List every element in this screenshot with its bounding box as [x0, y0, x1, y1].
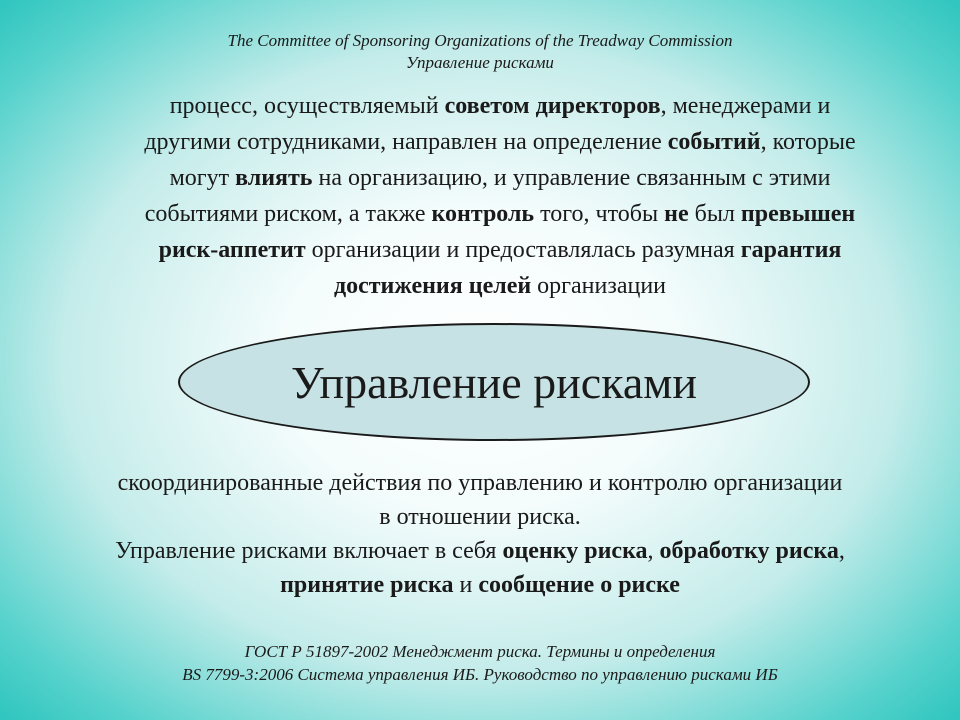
definition-line: [56, 196, 944, 232]
header-org: The Committee of Sponsoring Organizations of the Treadway Commission: [227, 31, 733, 50]
text-segment: Управление рисками включает в себя: [115, 538, 503, 564]
bold-term: превышен: [740, 201, 856, 227]
bold-term: контроль: [431, 201, 535, 227]
bold-term: советом директоров: [444, 93, 661, 119]
text-segment: событиями риском, а также: [144, 201, 432, 227]
definition-line: [20, 466, 940, 500]
bold-term: сообщение о риске: [478, 572, 680, 598]
text-segment: на организацию, и управление связанным с этими: [312, 165, 831, 191]
bold-term: не: [664, 201, 689, 227]
definition-line: [20, 568, 940, 602]
text-segment: был: [688, 201, 741, 227]
definition-line: [20, 534, 940, 568]
footer-source-bs: BS 7799-3:2006 Система управления ИБ. Руководство по управлению рисками ИБ: [182, 665, 778, 684]
text-segment: процесс, осуществляемый: [169, 93, 445, 119]
bold-term: обработку риска: [659, 538, 839, 564]
center-term-ellipse: [178, 323, 810, 441]
definition-line: [56, 124, 944, 160]
bold-term: риск-аппетит: [158, 237, 306, 263]
text-segment: другими сотрудниками, направлен на определение: [144, 129, 668, 155]
text-segment: , менеджерами и: [660, 93, 831, 119]
definition-line: [56, 268, 944, 304]
bold-term: достижения целей: [333, 273, 532, 299]
text-segment: ,: [838, 538, 845, 564]
text-segment: и: [453, 572, 479, 598]
definition-line: [20, 500, 940, 534]
slide-footer: [0, 640, 960, 686]
bold-term: оценку риска: [502, 538, 648, 564]
header-subtitle: Управление рисками: [406, 53, 554, 72]
text-segment: могут: [169, 165, 236, 191]
definition-line: [56, 232, 944, 268]
text-segment: организации и предоставлялась разумная: [305, 237, 741, 263]
bold-term: гарантия: [740, 237, 842, 263]
coso-definition: [56, 88, 944, 304]
definition-line: [56, 160, 944, 196]
text-segment: скоординированные действия по управлению и контролю организации: [117, 470, 843, 496]
bold-term: принятие риска: [280, 572, 454, 598]
center-term: Управление рисками: [290, 356, 698, 408]
gost-definition: [20, 466, 940, 602]
text-segment: , которые: [760, 129, 856, 155]
text-segment: в отношении риска.: [379, 504, 581, 530]
text-segment: организации: [531, 273, 667, 299]
footer-source-gost: ГОСТ Р 51897-2002 Менеджмент риска. Термины и определения: [244, 642, 716, 661]
text-segment: ,: [647, 538, 660, 564]
slide-header: [0, 30, 960, 74]
text-segment: того, чтобы: [534, 201, 665, 227]
definition-line: [56, 88, 944, 124]
bold-term: влиять: [235, 165, 313, 191]
bold-term: событий: [667, 129, 761, 155]
